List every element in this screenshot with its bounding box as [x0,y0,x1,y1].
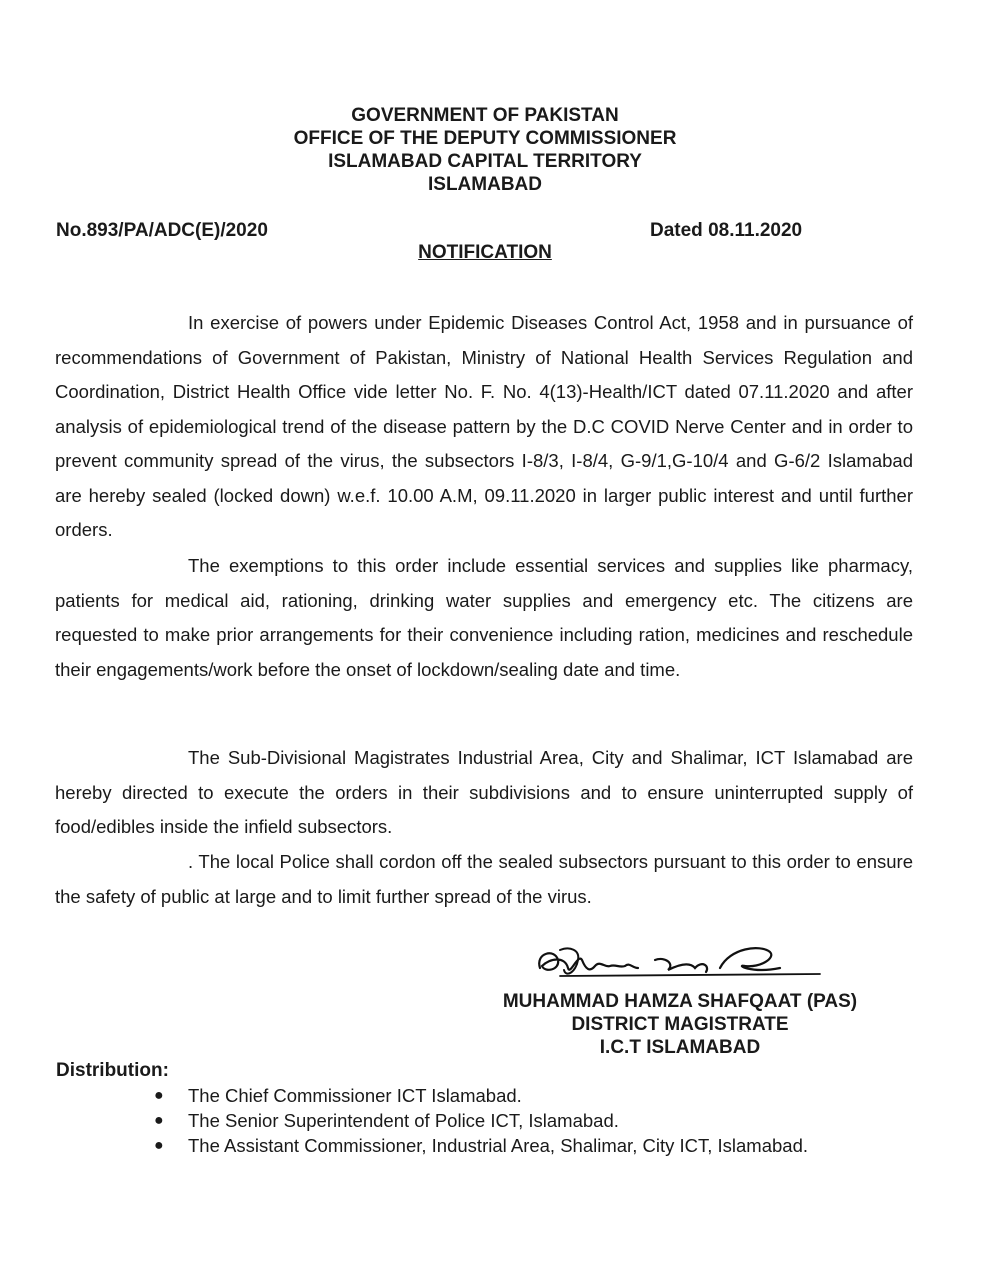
header-government: GOVERNMENT OF PAKISTAN [351,105,619,126]
distribution-item [150,1083,808,1108]
bullet-icon: ● [154,1087,164,1104]
reference-number: No.893/PA/ADC(E)/2020 [56,220,268,241]
signatory-designation: DISTRICT MAGISTRATE [571,1014,789,1035]
distribution-item [150,1133,808,1158]
distribution-list [150,1083,808,1158]
header-city: ISLAMABAD [428,174,542,195]
signatory-block [420,990,940,1059]
distribution-item-text: The Senior Superintendent of Police ICT, Islamabad. [188,1110,619,1131]
paragraph-magistrates: The Sub-Divisional Magistrates Industrial Area, City and Shalimar, ICT Islamabad are hereby directed to execute the orders in their subdivisions and to ensure uninterrupted supply of food/edibles inside the infield subsectors. [55,747,913,837]
distribution-title: Distribution: [56,1060,169,1081]
paragraph-lockdown-order: In exercise of powers under Epidemic Diseases Control Act, 1958 and in pursuance of recommendations of Government of Pakistan, Ministry of National Health Services Regulation and Coordination, District Health Office vide letter No. F. No. 4(13)-Health/ICT dated 07.11.2020 and after analysis of epidemiological trend of the disease pattern by the D.C COVID Nerve Center and in order to prevent community spread of the virus, the subsectors I-8/3, I-8/4, G-9/1,G-10/4 and G-6/2 Islamabad are hereby sealed (locked down) w.e.f. 10.00 A.M, 09.11.2020 in larger public interest and until further orders. [55,312,913,540]
document-header [0,104,970,196]
distribution-item-text: The Assistant Commissioner, Industrial Area, Shalimar, City ICT, Islamabad. [188,1135,808,1156]
document-date: Dated 08.11.2020 [650,220,803,241]
paragraph-police: . The local Police shall cordon off the sealed subsectors pursuant to this order to ensure the safety of public at large and to limit further spread of the virus. [55,851,913,907]
signatory-name: MUHAMMAD HAMZA SHAFQAAT (PAS) [502,991,858,1012]
signatory-office: I.C.T ISLAMABAD [599,1037,761,1058]
header-office: OFFICE OF THE DEPUTY COMMISSIONER [293,128,677,149]
notification-title: NOTIFICATION [418,242,552,263]
distribution-item-text: The Chief Commissioner ICT Islamabad. [188,1085,522,1106]
handwritten-signature-icon [520,938,830,988]
bullet-icon: ● [154,1137,164,1154]
distribution-item [150,1108,808,1133]
paragraph-exemptions: The exemptions to this order include essential services and supplies like pharmacy, patients for medical aid, rationing, drinking water supplies and emergency etc. The citizens are requested to make prior arrangements for their convenience including ration, medicines and reschedule their engagements/work before the onset of lockdown/sealing date and time. [55,555,913,680]
header-territory: ISLAMABAD CAPITAL TERRITORY [328,151,642,172]
bullet-icon: ● [154,1112,164,1129]
